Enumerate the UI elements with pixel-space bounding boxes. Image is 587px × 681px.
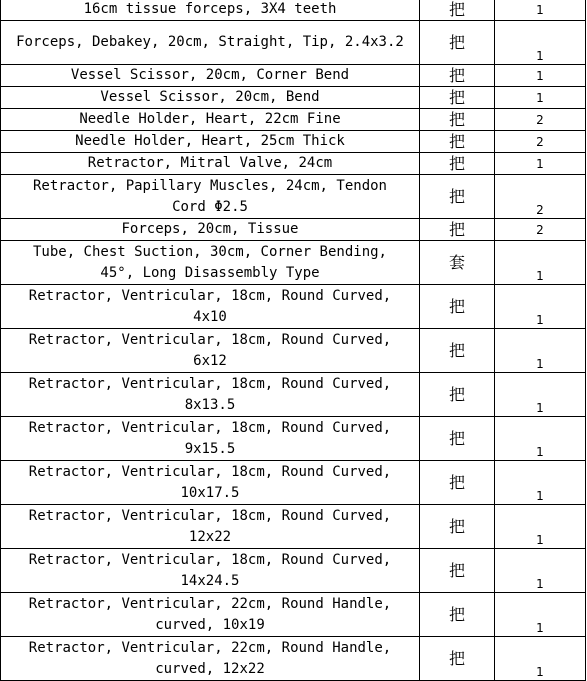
instrument-table-body (1, 0, 586, 681)
unit-cell: 把 (420, 153, 495, 175)
unit-cell: 把 (420, 0, 495, 21)
unit-cell: 把 (420, 131, 495, 153)
quantity-cell: 1 (495, 21, 586, 65)
item-description-cell: Retractor, Ventricular, 18cm, Round Curved, 4x10 (1, 285, 420, 329)
item-description-cell: Retractor, Ventricular, 18cm, Round Curved, 12x22 (1, 505, 420, 549)
quantity-cell: 2 (495, 175, 586, 219)
table-row (1, 131, 586, 153)
item-description-cell: Vessel Scissor, 20cm, Bend (1, 87, 420, 109)
table-row (1, 373, 586, 417)
quantity-cell: 1 (495, 65, 586, 87)
unit-cell: 把 (420, 285, 495, 329)
unit-cell: 把 (420, 21, 495, 65)
table-row (1, 87, 586, 109)
table-row (1, 593, 586, 637)
quantity-cell: 2 (495, 131, 586, 153)
item-description-cell: Vessel Scissor, 20cm, Corner Bend (1, 65, 420, 87)
unit-cell: 把 (420, 65, 495, 87)
quantity-cell: 1 (495, 329, 586, 373)
unit-cell: 把 (420, 461, 495, 505)
table-row (1, 21, 586, 65)
unit-cell: 把 (420, 549, 495, 593)
quantity-cell: 1 (495, 637, 586, 681)
quantity-cell: 2 (495, 219, 586, 241)
table-row (1, 505, 586, 549)
quantity-cell: 1 (495, 241, 586, 285)
quantity-cell: 1 (495, 417, 586, 461)
unit-cell: 把 (420, 373, 495, 417)
quantity-cell: 1 (495, 549, 586, 593)
item-description-cell: 16cm tissue forceps, 3X4 teeth (1, 0, 420, 21)
quantity-cell: 1 (495, 285, 586, 329)
quantity-cell: 1 (495, 461, 586, 505)
unit-cell: 把 (420, 109, 495, 131)
quantity-cell: 1 (495, 593, 586, 637)
item-description-cell: Tube, Chest Suction, 30cm, Corner Bending, 45°, Long Disassembly Type (1, 241, 420, 285)
quantity-cell: 1 (495, 505, 586, 549)
table-row (1, 65, 586, 87)
table-row (1, 461, 586, 505)
unit-cell: 把 (420, 87, 495, 109)
item-description-cell: Retractor, Ventricular, 18cm, Round Curved, 8x13.5 (1, 373, 420, 417)
unit-cell: 把 (420, 593, 495, 637)
table-row (1, 109, 586, 131)
table-row (1, 637, 586, 681)
item-description-cell: Needle Holder, Heart, 22cm Fine (1, 109, 420, 131)
unit-cell: 把 (420, 417, 495, 461)
table-row (1, 241, 586, 285)
quantity-cell: 1 (495, 373, 586, 417)
table-row (1, 175, 586, 219)
unit-cell: 套 (420, 241, 495, 285)
quantity-cell: 1 (495, 153, 586, 175)
item-description-cell: Retractor, Ventricular, 22cm, Round Handle, curved, 10x19 (1, 593, 420, 637)
item-description-cell: Forceps, 20cm, Tissue (1, 219, 420, 241)
item-description-cell: Retractor, Ventricular, 22cm, Round Handle, curved, 12x22 (1, 637, 420, 681)
table-row (1, 153, 586, 175)
item-description-cell: Forceps, Debakey, 20cm, Straight, Tip, 2.4x3.2 (1, 21, 420, 65)
item-description-cell: Retractor, Ventricular, 18cm, Round Curved, 6x12 (1, 329, 420, 373)
quantity-cell: 2 (495, 109, 586, 131)
item-description-cell: Needle Holder, Heart, 25cm Thick (1, 131, 420, 153)
table-row (1, 0, 586, 21)
item-description-cell: Retractor, Mitral Valve, 24cm (1, 153, 420, 175)
quantity-cell: 1 (495, 87, 586, 109)
table-row (1, 329, 586, 373)
item-description-cell: Retractor, Ventricular, 18cm, Round Curved, 14x24.5 (1, 549, 420, 593)
item-description-cell: Retractor, Ventricular, 18cm, Round Curved, 9x15.5 (1, 417, 420, 461)
table-row (1, 549, 586, 593)
table-row (1, 417, 586, 461)
unit-cell: 把 (420, 329, 495, 373)
unit-cell: 把 (420, 175, 495, 219)
table-row (1, 219, 586, 241)
item-description-cell: Retractor, Ventricular, 18cm, Round Curved, 10x17.5 (1, 461, 420, 505)
quantity-cell: 1 (495, 0, 586, 21)
item-description-cell: Retractor, Papillary Muscles, 24cm, Tendon Cord Φ2.5 (1, 175, 420, 219)
table-row (1, 285, 586, 329)
unit-cell: 把 (420, 505, 495, 549)
unit-cell: 把 (420, 219, 495, 241)
unit-cell: 把 (420, 637, 495, 681)
